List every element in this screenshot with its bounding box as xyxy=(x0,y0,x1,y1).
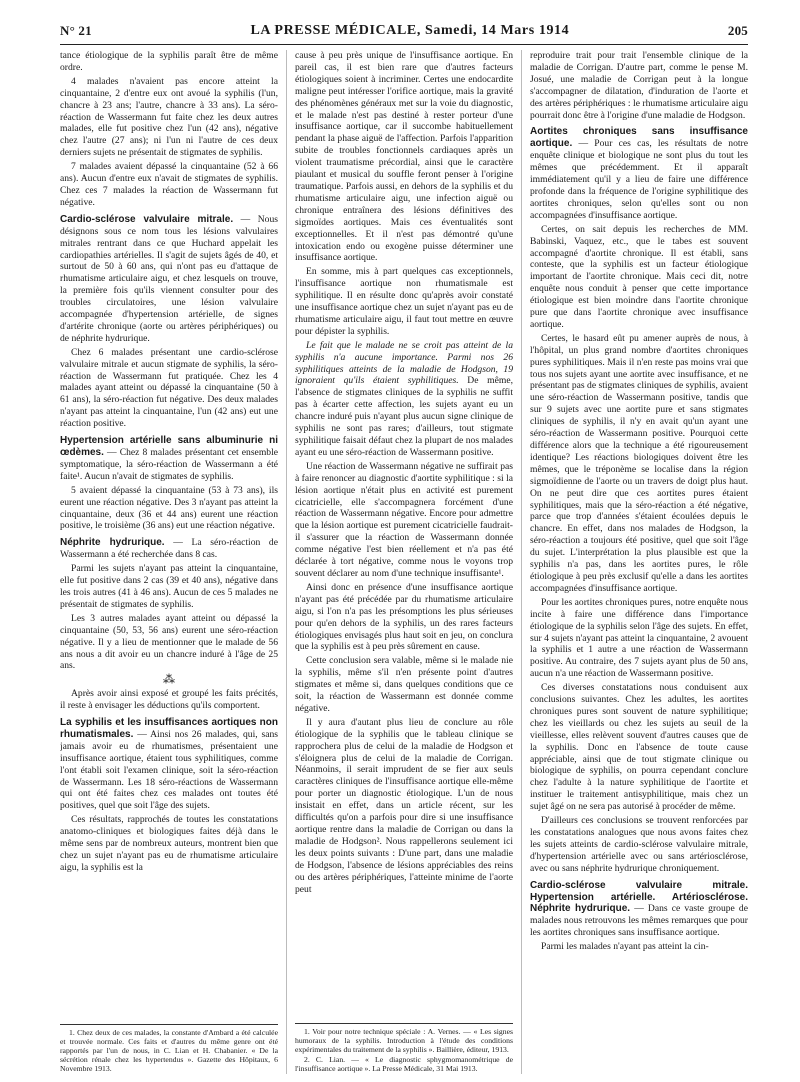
paragraph: Ainsi donc en présence d'une insuffisance aortique n'ayant pas été précédée par du rhumatisme articulaire aigu, si l'on n'a pas les présomptions les plus sérieuses pour qu'en dehors de la syphilis, un des rares facteurs étiologiques envisagés plus haut soit en jeu, on conclura que la syphilis est à peu près sûrement en cause. xyxy=(295,581,513,653)
page-number: 205 xyxy=(727,23,748,38)
footnotes xyxy=(295,1023,513,1074)
column-2 xyxy=(286,50,513,1074)
section-heading: La syphilis et les insuffisances aortiques non rhumatismales. xyxy=(60,717,278,740)
paragraph: Parmi les malades n'ayant pas atteint la cin- xyxy=(541,941,709,953)
paragraph xyxy=(60,214,278,345)
paragraph: 5 avaient dépassé la cinquantaine (53 à 73 ans), ils eurent une réaction négative. Des 3 n'ayant pas atteint la cinquantaine, deux (36 et 44 ans) eurent une réaction positive, le troisième (36 ans) eut une réaction négative. xyxy=(60,484,278,532)
paragraph xyxy=(60,435,278,483)
paragraph xyxy=(60,537,278,561)
paragraph: reproduire trait pour trait l'ensemble clinique de la maladie de Corrigan. D'autre part, comme le pense M. Josué, une maladie de Corrigan peut à la longue s'accompagner de dilatation, d'induration de l'aorte et des artères périphériques : le rhumatisme articulaire aigu pourrait donc être à l'origine d'une maladie de Hodgson. xyxy=(530,50,748,121)
column-3-text xyxy=(530,50,748,953)
paragraph: tance étiologique de la syphilis paraît être de même ordre. xyxy=(60,50,278,73)
emphasized-text: Le fait que le malade ne se croit pas atteint de la syphilis n'a aucune importance. Parmi nos 26 syphilitiques atteints de la maladie de Hodgson, 19 ignoraient qu'ils étaient syphilitiques. xyxy=(295,339,513,387)
footnotes xyxy=(60,1024,278,1074)
paragraph-text: — Dans ce vaste groupe de malades nous retrouvons les mêmes remarques que pour les aortites chroniques sans insuffisance aortique. xyxy=(530,903,748,939)
paragraph: cause à peu près unique de l'insuffisance aortique. En pareil cas, il est bien rare que d'autres facteurs étiologiques soient à incriminer. Certes une endocardite maligne peut intéresser l'orifice aortique, mais la gravité des phénomènes généraux met sur la voie du diagnostic, et le malade n'est pas destiné à rester porteur d'une insuffisance aortique, car il succombe habituellement pendant la phase aiguë de l'affection. Parfois l'apparition subite de troubles fonctionnels cardiaques après un violent traumatisme précordial, ainsi que le caractère piaulant et musical du souffle feront penser à l'origine traumatique. Parfois aussi, en dehors de la syphilis et du rhumatisme articulaire aigu, une infection aiguë ou chronique entraînera des lésions définitives des sigmoïdes aortiques. Mais ces éventualités sont exceptionnelles. Et il n'est pas démontré qu'une intoxication endo ou exogène puisse déterminer une insuffisance aortique. xyxy=(295,50,513,264)
paragraph: Cette conclusion sera valable, même si le malade nie la syphilis, même s'il n'en présente point d'autres stigmates et même si, dans quelques conditions que ce soit, la réaction de Wassermann est donnée comme négative. xyxy=(295,655,513,714)
page-header xyxy=(60,18,748,44)
paragraph: Il y aura d'autant plus lieu de conclure au rôle étiologique de la syphilis que le tableau clinique se rapprochera plus de celui de la maladie de Hodgson et s'éloignera plus de celui de la maladie de Corrigan. Néanmoins, il serait imprudent de se fier aux seuls caractères cliniques de l'insuffisance aortique elle-même pour porter un diagnostic étiologique. L'un de nous insistait en effet, dans un article récent, sur les difficultés qu'on a parfois pour dire si une insuffisance aortique rentre dans la maladie de Corrigan ou dans la maladie de Hodgson². Nous rappellerons seulement ici les deux points suivants : D'une part, dans une maladie de Hodgson, l'absence de lésions appréciables des reins ou des artères périphériques, l'atteinte minime de l'aorte peut xyxy=(295,716,513,895)
section-heading: Hypertension artérielle sans albuminurie ni œdèmes. xyxy=(60,435,278,458)
paragraph: Pour les aortites chroniques pures, notre enquête nous incite à faire une différence dans l'importance étiologique de la syphilis selon l'âge des sujets. En effet, sur 4 sujets n'ayant pas atteint la cinquantaine, 2 avouent la syphilis et 1 autre a une réaction de Wassermann positive. Au contraire, des 7 sujets ayant plus de 50 ans, aucun n'a une réaction de Wassermann positive. xyxy=(530,596,748,680)
paragraph: 4 malades n'avaient pas encore atteint la cinquantaine, 2 d'entre eux ont avoué la syphilis (l'un, chancre à 23 ans; l'autre, chancre à 33 ans). La séro-réaction de Wassermann fut faite chez les deux autres malades, elle fut positive chez l'un (42 ans), négative chez l'autre (27 ans); ni l'un ni l'autre de ces deux derniers sujets ne présentait de stigmates de syphilis. xyxy=(60,75,278,159)
header-rule xyxy=(60,44,748,45)
paragraph: D'ailleurs ces conclusions se trouvent renforcées par les constatations analogues que nous avons faites chez les sujets atteints de cardio-sclérose valvulaire mitrale, d'hypertension artérielle avec ou sans artériosclérose, avec ou sans néphrite hydrurique chroniquement. xyxy=(530,815,748,874)
paragraph: Parmi les sujets n'ayant pas atteint la cinquantaine, elle fut positive dans 2 cas (39 et 40 ans), négative dans les trois autres (41 à 46 ans). Aucun de ces 5 malades ne présentait de stigmates de syphilis. xyxy=(60,563,278,610)
footnote: 2. C. Lian. — « Le diagnostic sphygmomanométrique de l'insuffisance aortique ». La Presse Médicale, 31 Mai 1913. xyxy=(295,1055,513,1073)
paragraph: Certes, le hasard eût pu amener auprès de nous, à l'hôpital, un plus grand nombre d'aortites chroniques pures syphilitiques. Mais il n'en reste pas moins vrai que tous nos sujets ayant une aortite avec insuffisance, et ne présentant pas de stigmates cliniques de syphilis, avaient une séro-réaction de Wassermann positive, tandis que sur 9 sujets avec une aortite pure et sans stigmates cliniques de syphilis, il n'y en avait qu'un ayant une séro-réaction de Wassermann positive. Pourquoi cette différence alors que la technique a été rigoureusement identique? Les réactions biologiques doivent être les mêmes, que le tréponème se localise dans la région sigmoïdienne de l'aorte ou un travers de doigt plus haut. On ne peut dire que ces aortites pures étaient syphilitiques, mais que la séro-réaction a été négative, parce que trop d'années s'étaient écoulées depuis le chancre. En effet, dans nos malades de Hodgson, la séro-réaction a toujours été positive, quel que soit l'âge du sujet. L'interprétation la plus plausible est que la syphilis n'a pas, dans les aortites pures, le rôle étiologique à peu près exclusif qu'elle a dans les aortites accompagnées d'insuffisance aortique. xyxy=(530,332,748,594)
paragraph: Une réaction de Wassermann négative ne suffirait pas à faire renoncer au diagnostic d'aortite syphilitique : si la lésion aortique n'était plus en activité est purement cicatricielle, elle s'accompagnera forcément d'une réaction de Wassermann négative. Encore pour admettre que la lésion aortique est purement cicatricielle faudrait-il s'assurer que la réaction de Wassermann donnée comme négative l'est bien réellement et n'a pas été déclarée à tort négative, comme nous le voyons trop souvent déclarer au nom d'une technique insuffisante¹. xyxy=(295,460,513,579)
section-heading: Néphrite hydrurique. xyxy=(60,537,165,549)
paragraph: Les 3 autres malades ayant atteint ou dépassé la cinquantaine (50, 53, 56 ans) eurent une séro-réaction négative. Il y a lieu de mentionner que le malade de 56 ans nous a dit avoir eu un chancre induré à l'âge de 25 ans. xyxy=(60,612,278,672)
paragraph: 7 malades avaient dépassé la cinquantaine (52 à 66 ans). Aucun d'entre eux n'avait de stigmates de syphilis. Chez ces 7 malades la réaction de Wassermann fut négative. xyxy=(60,161,278,208)
footnote: 1. Chez deux de ces malades, la constante d'Ambard a été calculée et trouvée normale. Ces faits et d'autres du même genre ont été rapportés par l'un de nous, in C. Lian et H. Chabanier. « De la sécrétion rénale chez les hypertendus ». Gazette des Hôpitaux, 6 Novembre 1913. xyxy=(60,1028,278,1073)
paragraph xyxy=(60,717,278,812)
issue-number: N° 21 xyxy=(60,23,92,38)
section-separator: ⁂ xyxy=(163,672,175,687)
section-heading: Aortites chroniques sans insuffisance aortique. xyxy=(530,126,748,150)
column-1-text xyxy=(60,50,278,874)
paragraph xyxy=(530,880,748,940)
column-2-text xyxy=(295,50,513,895)
paragraph xyxy=(295,340,513,459)
paragraph-text: — Nous désignons sous ce nom tous les lésions valvulaires mitrales rentrant dans ce que Huchard appelait les cardiopathies artérielles. Il s'agit de sujets âgés de 40, et surtout de 50 à 60 ans, qui n'ont pas eu d'attaque de rhumatisme articulaire aigu, et chez lesquels on trouve, la première fois qu'ils viennent consulter pour des troubles circulatoires, une lésion valvulaire accompagnée d'hypertension artérielle, de signes d'artérite chronique (aorte ou artères périphériques) ou de néphrite hydrurique. xyxy=(60,213,278,344)
paragraph-text: — Chez 8 malades présentant cet ensemble symptomatique, la séro-réaction de Wassermann a été faite¹. Aucun n'avait de stigmates de syphilis. xyxy=(60,447,278,482)
paragraph: Chez 6 malades présentant une cardio-sclérose valvulaire mitrale et aucun stigmate de syphilis, la séro-réaction de Wassermann fut pratiquée. Chez les 4 malades ayant atteint ou dépassé la cinquantaine (50 à 61 ans), la séro-réaction fut négative. Des deux malades n'ayant pas atteint la cinquantaine, l'un (42 ans) eut une réaction positive. xyxy=(60,346,278,430)
paragraph: Ces diverses constatations nous conduisent aux conclusions suivantes. Chez les adultes, les aortites chroniques pures sont souvent de nature syphilitique; chez les vieillards ou chez les sujets au seuil de la vieillesse, elles relèvent souvent d'autres causes que de la syphilis. Donc en l'absence de toute cause appréciable, ainsi que de tout stigmate clinique ou biologique de syphilis, on pourra cependant conclure chez l'adulte à la nature syphilitique de l'aortite et instituer le traitement antisyphilitique, mais chez un sujet âgé on ne sera pas autorisé à procéder de même. xyxy=(530,682,748,813)
column-1 xyxy=(60,50,278,1074)
journal-title: LA PRESSE MÉDICALE, Samedi, 14 Mars 1914 xyxy=(250,23,570,38)
paragraph xyxy=(530,126,748,221)
paragraph-text: — Ainsi nos 26 malades, qui, sans jamais avoir eu de rhumatismes, présentaient une insuffisance aortique, étaient tous syphilitiques, comme l'ont établi soit l'examen clinique, soit la séro-réaction de Wassermann. Les 18 séro-réactions de Wassermann qui ont été faites chez ces malades ont toutes été positives, quel que soit l'âge des sujets. xyxy=(60,728,278,812)
article-columns xyxy=(60,50,748,1074)
paragraph: Après avoir ainsi exposé et groupé les faits précités, il reste à envisager les déductions qu'ils comportent. xyxy=(60,688,278,712)
paragraph-text: — La séro-réaction de Wassermann a été recherchée dans 8 cas. xyxy=(60,537,278,561)
paragraph: En somme, mis à part quelques cas exceptionnels, l'insuffisance aortique non rhumatismale est syphilitique. Il en résulte donc qu'après avoir constaté une insuffisance aortique chez un sujet n'ayant pas eu de rhumatisme articulaire aigu, il faut tout mettre en œuvre pour dépister la syphilis. xyxy=(295,266,513,337)
paragraph: Ces résultats, rapprochés de toutes les constatations anatomo-cliniques et biologiques faites déjà dans le même sens par de nombreux auteurs, montrent bien que chez un sujet n'ayant pas eu de rhumatisme articulaire aigu, la syphilis est la xyxy=(60,814,278,873)
section-heading: Cardio-sclérose valvulaire mitrale. Hypertension artérielle. Artériosclérose. Néphrite hydrurique. xyxy=(530,879,748,915)
footnote: 1. Voir pour notre technique spéciale : A. Vernes. — « Les signes humoraux de la syphilis. Introduction à l'étude des conditions expérimentales du traitement de la syphilis ». Baillière, éditeur, 1913. xyxy=(295,1027,513,1054)
paragraph-text: — Pour ces cas, les résultats de notre enquête clinique et biologique ne sont plus du tout les mêmes que précédemment. Et il apparaît immédiatement qu'il y a lieu de faire une différence profonde dans la fréquence de l'origine syphilitique des aortites chroniques, selon qu'elles sont ou non accompagnées d'insuffisance aortique. xyxy=(530,138,748,221)
paragraph-text: De même, l'absence de stigmates cliniques de la syphilis ne suffit pas à écarter cette affection, les sujets ayant eu un chancre induré puis n'ayant plus aucun signe clinique de syphilis ne sont pas rares; d'ailleurs, tout stigmate syphilitique faisait défaut chez la plupart de nos malades ayant eu une séro-réaction de Wassermann positive. xyxy=(295,375,513,458)
column-3 xyxy=(521,50,748,1074)
section-heading: Cardio-sclérose valvulaire mitrale. xyxy=(60,213,234,225)
paragraph: Certes, on sait depuis les recherches de MM. Babinski, Vaquez, etc., que le tabes est souvent accompagné d'aortite chronique. Il est établi, sans conteste, que la syphilis est un facteur étiologique important de l'aortite chronique. Mais ceci dit, notre enquête nous conduit à penser que cette importance étiologique est bien moindre dans l'aortite chronique pure que dans l'aortite chronique avec insuffisance aortique. xyxy=(530,223,748,330)
